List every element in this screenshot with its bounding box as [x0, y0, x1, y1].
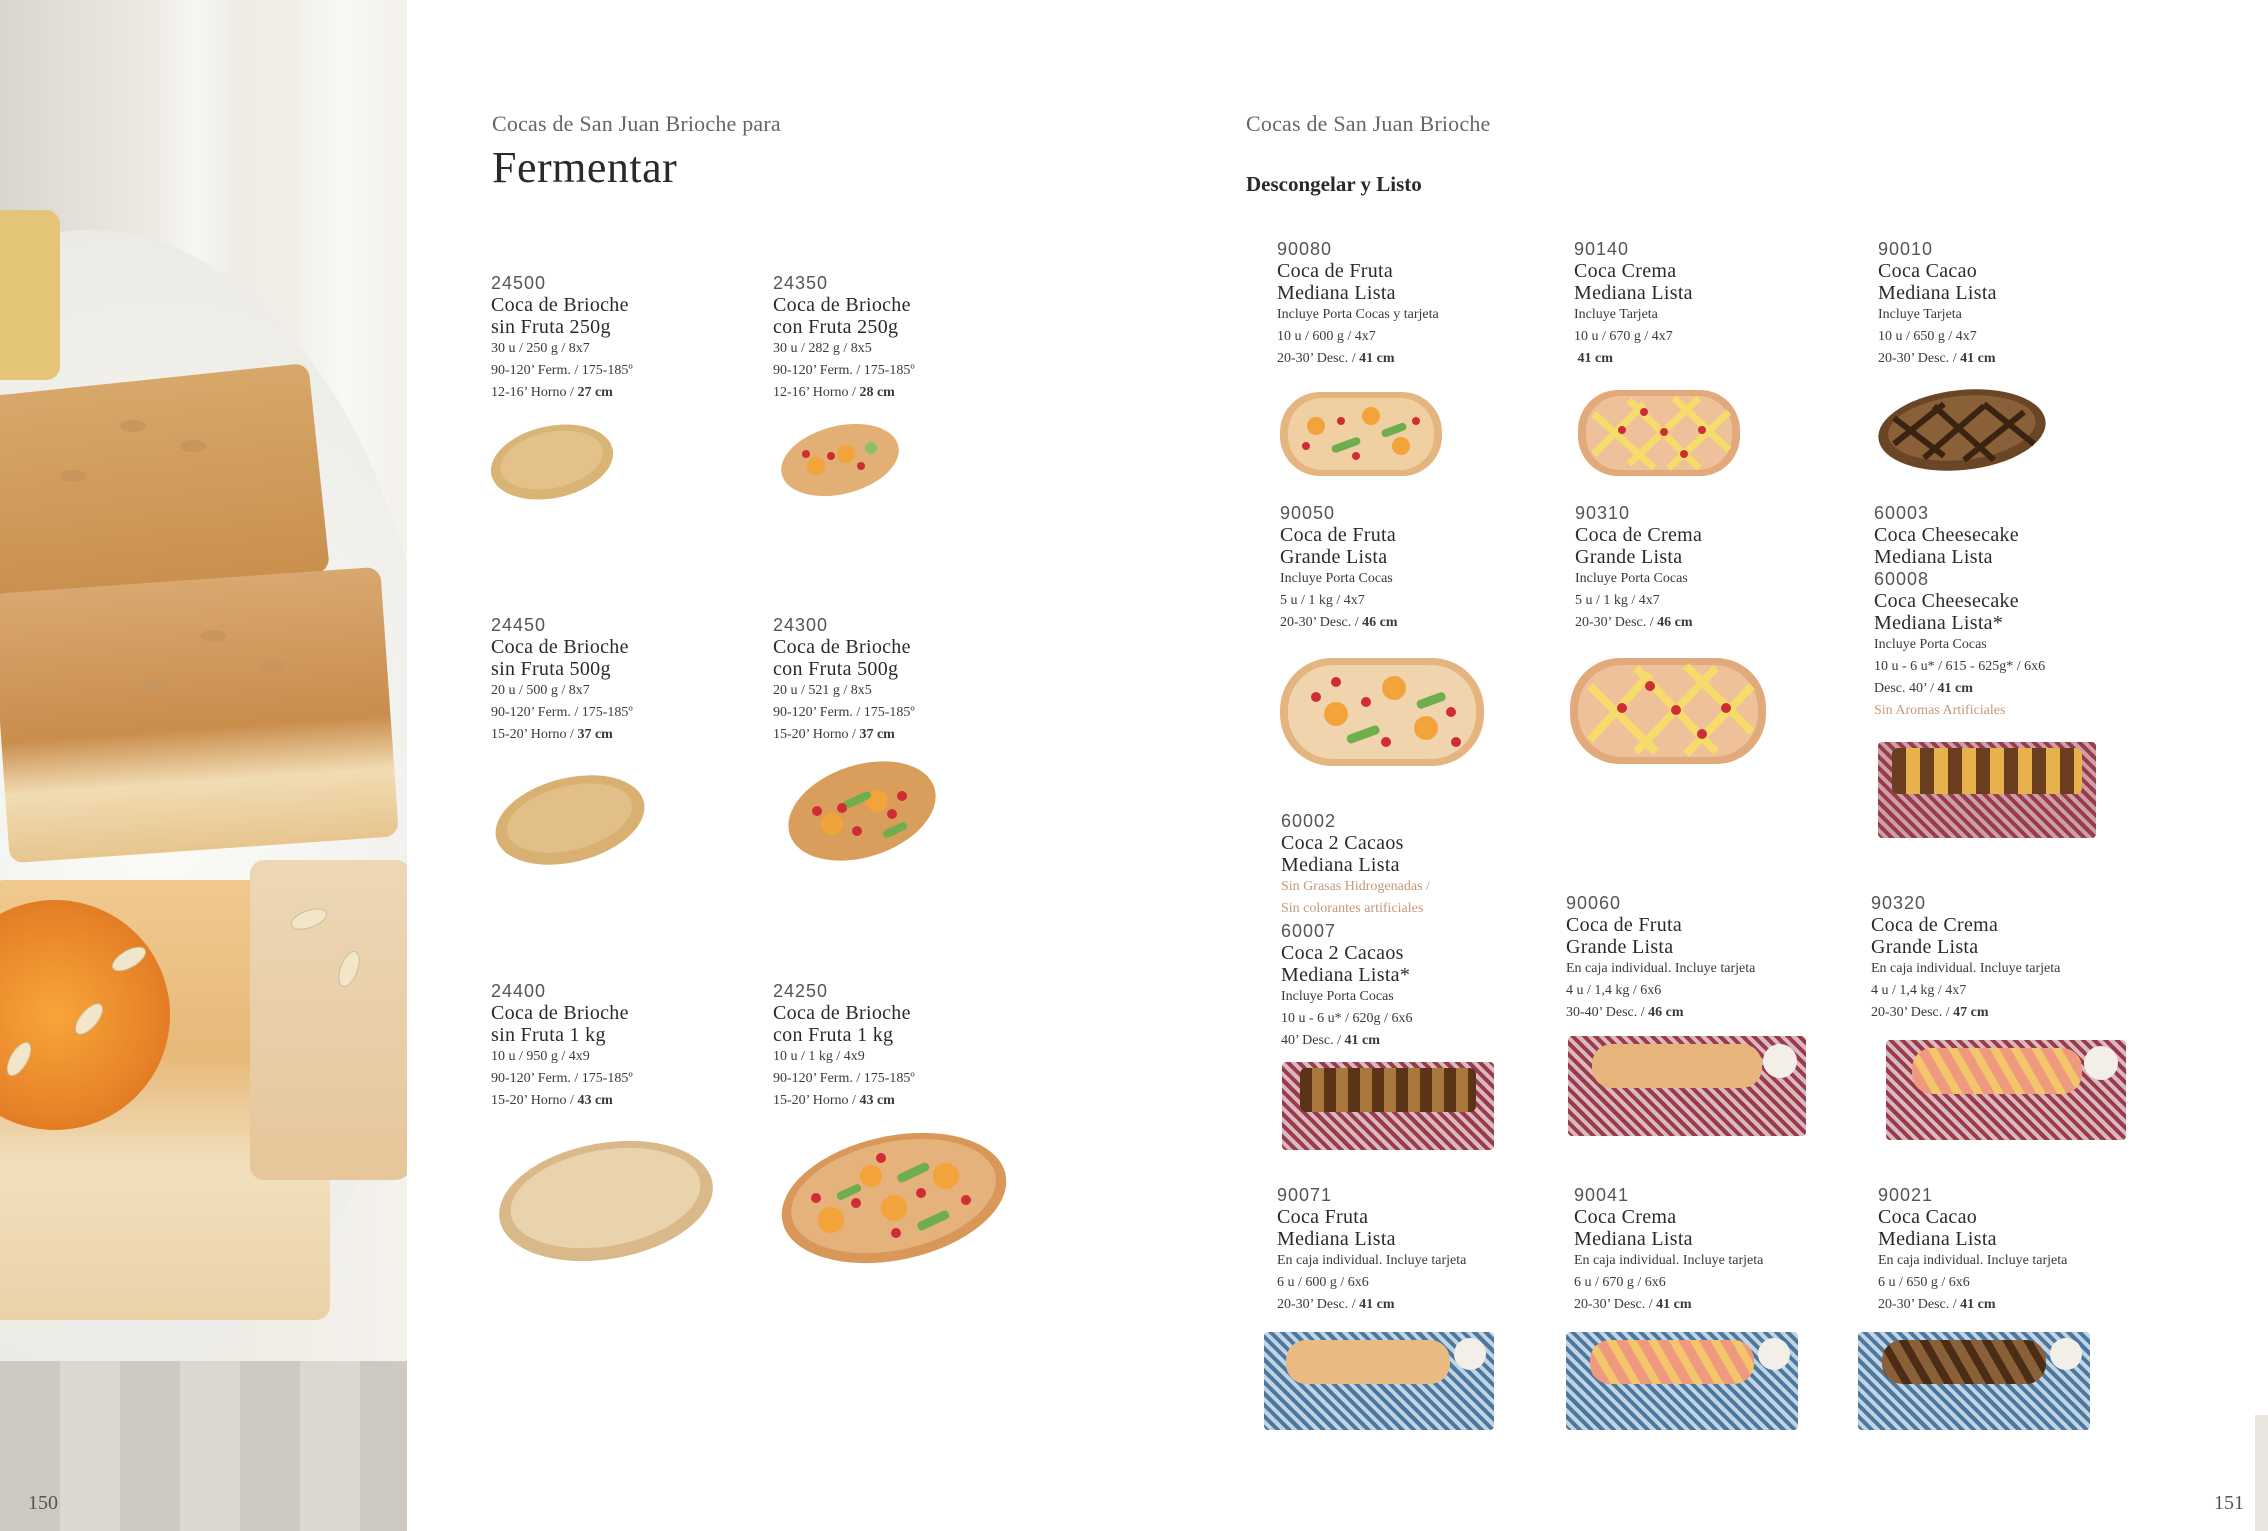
box-window	[1882, 1340, 2046, 1384]
product-24500	[491, 272, 633, 404]
product-code: 90060	[1566, 893, 1622, 913]
product-90041	[1574, 1184, 1763, 1316]
product-name: con Fruta 250g	[773, 316, 899, 338]
product-spec: Incluye Tarjeta	[1574, 307, 1658, 322]
section-title: Fermentar	[492, 143, 678, 192]
product-spec: 4 u / 1,4 kg / 6x6	[1566, 983, 1662, 998]
product-name: Coca de Crema	[1871, 914, 1999, 936]
product-name: Coca de Brioche	[491, 294, 629, 316]
product-spec: 12-16’ Horno / 28 cm	[773, 385, 895, 400]
product-name: Mediana Lista	[1277, 1228, 1396, 1250]
product-spec: En caja individual. Incluye tarjeta	[1277, 1253, 1467, 1268]
product-spec: 90-120’ Ferm. / 175-185º	[491, 1071, 633, 1086]
product-name: Coca Cheesecake	[1874, 590, 2019, 612]
product-spec: 12-16’ Horno / 27 cm	[491, 385, 613, 400]
product-spec: Incluye Porta Cocas y tarjeta	[1277, 307, 1439, 322]
product-name: Coca Fruta	[1277, 1206, 1369, 1228]
product-code: 24400	[491, 981, 547, 1001]
box-seal	[2050, 1338, 2082, 1370]
box-window	[1912, 1048, 2082, 1094]
box-crema-grande-image	[1886, 1040, 2126, 1140]
box-window	[1590, 1340, 1754, 1384]
coca-crema-grande-image	[1566, 652, 1770, 768]
product-24400	[491, 980, 633, 1112]
product-code: 90320	[1871, 893, 1927, 913]
box-crema-mediana-image	[1566, 1332, 1798, 1430]
product-code: 90050	[1280, 503, 1336, 523]
product-code: 90310	[1575, 503, 1631, 523]
wood-floor	[0, 1361, 407, 1531]
product-name: Mediana Lista	[1277, 282, 1396, 304]
product-code: 24450	[491, 615, 547, 635]
product-code: 90010	[1878, 239, 1934, 259]
box-cheesecake-image	[1878, 742, 2096, 838]
page-number-left: 150	[28, 1492, 58, 1514]
coca-fruta-mediana-image	[1276, 386, 1446, 480]
product-spec: 20-30’ Desc. / 46 cm	[1280, 615, 1398, 630]
almond	[140, 680, 166, 692]
product-spec: 5 u / 1 kg / 4x7	[1280, 593, 1365, 608]
section-subtitle: Cocas de San Juan Brioche para	[492, 111, 781, 136]
product-spec: En caja individual. Incluye tarjeta	[1574, 1253, 1764, 1268]
product-spec: 20-30’ Desc. / 41 cm	[1574, 1297, 1692, 1312]
product-code: 60007	[1281, 921, 1337, 941]
product-90071	[1277, 1184, 1466, 1316]
product-code: 60003	[1874, 503, 1930, 523]
box-cacao-mediana-image	[1858, 1332, 2090, 1430]
product-spec: En caja individual. Incluye tarjeta	[1878, 1253, 2068, 1268]
product-spec: 90-120’ Ferm. / 175-185º	[773, 705, 915, 720]
product-name: Coca de Fruta	[1277, 260, 1394, 282]
product-90140	[1574, 238, 1693, 370]
product-name: Mediana Lista	[1574, 1228, 1693, 1250]
coca-crema-mediana-image	[1574, 384, 1744, 480]
product-code: 60008	[1874, 569, 1930, 589]
product-name: Coca Cacao	[1878, 260, 1978, 282]
coca-cacao-mediana-image	[1874, 384, 2050, 476]
product-name: Coca de Fruta	[1566, 914, 1683, 936]
product-name: Mediana Lista	[1874, 546, 1993, 568]
product-name: sin Fruta 250g	[491, 316, 611, 338]
product-24250	[773, 980, 915, 1112]
product-spec: 90-120’ Ferm. / 175-185º	[773, 1071, 915, 1086]
product-spec: 90-120’ Ferm. / 175-185º	[491, 705, 633, 720]
product-spec: 40’ Desc. / 41 cm	[1281, 1033, 1380, 1048]
product-name: Coca Crema	[1574, 1206, 1677, 1228]
product-name: Coca de Crema	[1575, 524, 1703, 546]
almond	[60, 470, 86, 482]
product-name: Grande Lista	[1575, 546, 1683, 568]
product-90010	[1878, 238, 1997, 370]
product-spec: Incluye Porta Cocas	[1281, 989, 1394, 1004]
product-code: 24500	[491, 273, 547, 293]
product-name: con Fruta 500g	[773, 658, 899, 680]
product-spec: Incluye Porta Cocas	[1280, 571, 1393, 586]
box-window	[1892, 748, 2082, 794]
product-spec: 10 u - 6 u* / 620g / 6x6	[1281, 1011, 1413, 1026]
product-spec: Incluye Tarjeta	[1878, 307, 1962, 322]
coca-plain-medium-image	[490, 770, 650, 870]
box-window	[1286, 1340, 1450, 1384]
pastry	[0, 210, 60, 380]
product-spec: 10 u / 600 g / 4x7	[1277, 329, 1376, 344]
almond	[260, 660, 286, 672]
almond	[200, 630, 226, 642]
page-number-right: 151	[2214, 1492, 2244, 1514]
product-90021	[1878, 1184, 2067, 1316]
product-name: Coca Crema	[1574, 260, 1677, 282]
product-name: Mediana Lista	[1878, 1228, 1997, 1250]
product-spec: 30-40’ Desc. / 46 cm	[1566, 1005, 1684, 1020]
almond	[180, 440, 206, 452]
product-name: Grande Lista	[1871, 936, 1979, 958]
product-name: Grande Lista	[1280, 546, 1388, 568]
product-90310	[1575, 502, 1702, 634]
product-name: Coca de Brioche	[491, 1002, 629, 1024]
box-window	[1300, 1068, 1476, 1112]
product-name: Mediana Lista	[1574, 282, 1693, 304]
product-name: Mediana Lista*	[1281, 964, 1411, 986]
product-spec: 10 u / 1 kg / 4x9	[773, 1049, 865, 1064]
product-spec: 30 u / 282 g / 8x5	[773, 341, 872, 356]
product-spec: Incluye Porta Cocas	[1874, 637, 1987, 652]
product-spec: 15-20’ Horno / 37 cm	[773, 727, 895, 742]
product-note: Sin colorantes artificiales	[1281, 901, 1424, 916]
product-spec: 20-30’ Desc. / 41 cm	[1878, 1297, 1996, 1312]
pastry	[250, 860, 407, 1180]
product-60003	[1874, 502, 2045, 722]
product-spec: 15-20’ Horno / 43 cm	[491, 1093, 613, 1108]
product-24300	[773, 614, 915, 746]
product-spec: 41 cm	[1577, 351, 1613, 366]
product-name: sin Fruta 500g	[491, 658, 611, 680]
product-spec: 10 u / 670 g / 4x7	[1574, 329, 1673, 344]
section-subtitle: Cocas de San Juan Brioche	[1246, 111, 1491, 136]
coca-fruit-large-image	[776, 1128, 1012, 1268]
product-60002	[1281, 810, 1430, 1052]
product-code: 60002	[1281, 811, 1337, 831]
product-name: Coca de Brioche	[773, 636, 911, 658]
product-name: sin Fruta 1 kg	[491, 1024, 606, 1046]
product-name: Mediana Lista	[1878, 282, 1997, 304]
product-spec: 6 u / 600 g / 6x6	[1277, 1275, 1369, 1290]
product-spec: 20 u / 500 g / 8x7	[491, 683, 590, 698]
product-note: Sin Grasas Hidrogenadas /	[1281, 879, 1430, 894]
box-fruta-mediana-image	[1264, 1332, 1494, 1430]
product-spec: 90-120’ Ferm. / 175-185º	[491, 363, 633, 378]
product-spec: 15-20’ Horno / 37 cm	[491, 727, 613, 742]
product-spec: 20-30’ Desc. / 41 cm	[1277, 1297, 1395, 1312]
product-code: 24300	[773, 615, 829, 635]
box-2-cacaos-image	[1282, 1062, 1494, 1150]
product-name: Grande Lista	[1566, 936, 1674, 958]
product-name: Coca Cacao	[1878, 1206, 1978, 1228]
product-note: Sin Aromas Artificiales	[1874, 703, 2006, 718]
product-spec: 6 u / 650 g / 6x6	[1878, 1275, 1970, 1290]
product-spec: 5 u / 1 kg / 4x7	[1575, 593, 1660, 608]
coca-plain-large-image	[494, 1136, 718, 1266]
coca-fruit-medium-image	[782, 756, 942, 866]
product-code: 90080	[1277, 239, 1333, 259]
product-spec: 90-120’ Ferm. / 175-185º	[773, 363, 915, 378]
product-spec: En caja individual. Incluye tarjeta	[1566, 961, 1756, 976]
box-seal	[1758, 1338, 1790, 1370]
product-code: 90140	[1574, 239, 1630, 259]
product-name: con Fruta 1 kg	[773, 1024, 894, 1046]
product-spec: En caja individual. Incluye tarjeta	[1871, 961, 2061, 976]
box-window	[1592, 1044, 1762, 1088]
product-name: Mediana Lista*	[1874, 612, 2004, 634]
product-name: Coca 2 Cacaos	[1281, 832, 1404, 854]
product-spec: 20 u / 521 g / 8x5	[773, 683, 872, 698]
product-spec: 10 u - 6 u* / 615 - 625g* / 6x6	[1874, 659, 2046, 674]
product-spec: 20-30’ Desc. / 41 cm	[1878, 351, 1996, 366]
product-code: 24250	[773, 981, 829, 1001]
product-spec: Incluye Porta Cocas	[1575, 571, 1688, 586]
pastry	[0, 567, 399, 864]
product-spec: 4 u / 1,4 kg / 4x7	[1871, 983, 1967, 998]
product-90080	[1277, 238, 1439, 370]
product-name: Coca 2 Cacaos	[1281, 942, 1404, 964]
box-fruta-grande-image	[1568, 1036, 1806, 1136]
page-edge	[2255, 1415, 2268, 1531]
product-code: 90021	[1878, 1185, 1934, 1205]
coca-fruta-grande-image	[1276, 652, 1488, 770]
product-code: 24350	[773, 273, 829, 293]
hero-photo	[0, 0, 407, 1531]
section-label: Descongelar y Listo	[1246, 172, 1422, 196]
product-code: 90041	[1574, 1185, 1630, 1205]
product-spec: 6 u / 670 g / 6x6	[1574, 1275, 1666, 1290]
product-90060	[1566, 892, 1755, 1024]
box-seal	[1763, 1044, 1797, 1078]
product-name: Coca Cheesecake	[1874, 524, 2019, 546]
product-spec: 20-30’ Desc. / 46 cm	[1575, 615, 1693, 630]
product-spec: 10 u / 650 g / 4x7	[1878, 329, 1977, 344]
product-spec: 10 u / 950 g / 4x9	[491, 1049, 590, 1064]
product-name: Coca de Brioche	[491, 636, 629, 658]
product-spec: 20-30’ Desc. / 41 cm	[1277, 351, 1395, 366]
product-spec: 20-30’ Desc. / 47 cm	[1871, 1005, 1989, 1020]
pastry	[0, 363, 330, 607]
product-24350	[773, 272, 915, 404]
product-spec: 30 u / 250 g / 8x7	[491, 341, 590, 356]
coca-plain-small-image	[485, 418, 620, 506]
product-name: Coca de Fruta	[1280, 524, 1397, 546]
product-spec: 15-20’ Horno / 43 cm	[773, 1093, 895, 1108]
product-90320	[1871, 892, 2060, 1024]
coca-fruit-small-image	[776, 418, 904, 500]
box-seal	[1454, 1338, 1486, 1370]
product-code: 90071	[1277, 1185, 1333, 1205]
product-name: Coca de Brioche	[773, 1002, 911, 1024]
box-seal	[2084, 1046, 2118, 1080]
product-24450	[491, 614, 633, 746]
product-spec: Desc. 40’ / 41 cm	[1874, 681, 1973, 696]
almond	[120, 420, 146, 432]
product-90050	[1280, 502, 1398, 634]
product-name: Mediana Lista	[1281, 854, 1400, 876]
product-name: Coca de Brioche	[773, 294, 911, 316]
